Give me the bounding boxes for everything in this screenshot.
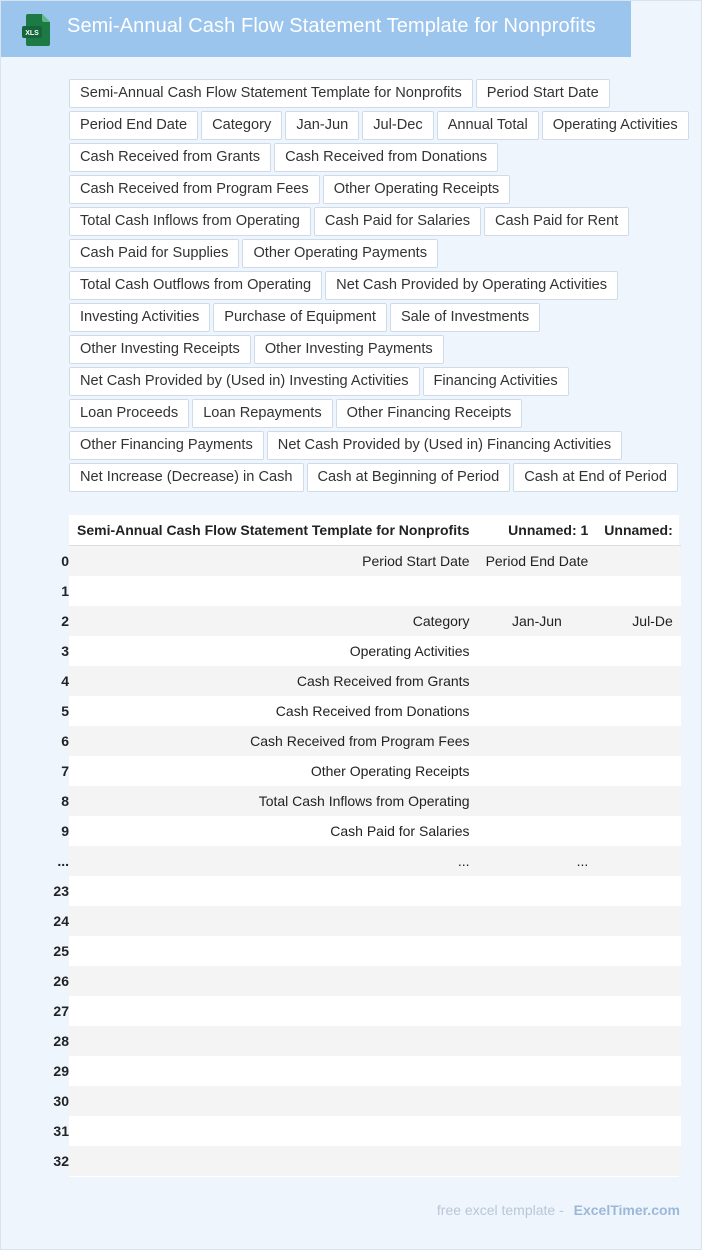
table-row — [69, 1056, 681, 1086]
table-cell[interactable] — [69, 1056, 478, 1086]
column-header[interactable]: Unnamed: 1 — [478, 515, 597, 546]
row-index: 25 — [53, 943, 69, 959]
table-cell[interactable] — [596, 936, 680, 966]
row-index: 24 — [53, 913, 69, 929]
tag-chip[interactable]: Period End Date — [69, 111, 198, 140]
table-cell[interactable] — [596, 846, 680, 876]
table-cell[interactable]: Cash Received from Grants — [296, 673, 470, 689]
table-cell[interactable] — [596, 966, 680, 996]
table-cell[interactable] — [478, 1026, 597, 1056]
table-cell[interactable] — [69, 1146, 478, 1176]
table-cell[interactable] — [69, 1026, 478, 1056]
xls-file-icon — [22, 14, 50, 46]
tag-chip[interactable]: Other Operating Receipts — [323, 175, 510, 204]
table-cell[interactable] — [478, 1146, 597, 1176]
tag-chip[interactable]: Financing Activities — [423, 367, 569, 396]
table-cell[interactable]: Operating Activities — [349, 643, 470, 659]
row-index: 0 — [61, 553, 69, 569]
table-cell[interactable] — [596, 876, 680, 906]
table-cell[interactable]: Jul-De — [632, 613, 673, 629]
column-header[interactable]: Unnamed: — [596, 515, 680, 546]
tag-chip[interactable]: Sale of Investments — [390, 303, 540, 332]
tag-chip[interactable]: Loan Repayments — [192, 399, 332, 428]
row-index: ... — [57, 853, 69, 869]
table-cell[interactable] — [478, 786, 597, 816]
row-index: 6 — [61, 733, 69, 749]
tag-chip[interactable]: Cash Paid for Supplies — [69, 239, 239, 268]
table-cell[interactable] — [596, 1026, 680, 1056]
tag-chip[interactable]: Investing Activities — [69, 303, 210, 332]
tag-chip[interactable]: Net Cash Provided by (Used in) Financing Activities — [267, 431, 622, 460]
tag-chip[interactable]: Semi-Annual Cash Flow Statement Template for Nonprofits — [69, 79, 473, 108]
table-row — [69, 876, 681, 906]
tag-chip[interactable]: Jul-Dec — [362, 111, 433, 140]
table-row — [69, 906, 681, 936]
table-cell[interactable]: Period End Date — [485, 553, 589, 569]
table-cell[interactable] — [478, 966, 597, 996]
table-row — [69, 786, 681, 816]
tag-chip[interactable]: Other Financing Receipts — [336, 399, 523, 428]
table-row — [69, 936, 681, 966]
table-cell[interactable]: Period Start Date — [362, 553, 470, 569]
table-cell[interactable] — [596, 1146, 680, 1176]
table-row — [69, 1116, 681, 1146]
table-cell[interactable] — [596, 696, 680, 726]
table-cell[interactable] — [596, 906, 680, 936]
row-index: 23 — [53, 883, 69, 899]
table-cell[interactable]: Category — [412, 613, 470, 629]
tag-chip[interactable]: Other Operating Payments — [242, 239, 438, 268]
tag-chip[interactable]: Total Cash Inflows from Operating — [69, 207, 311, 236]
table-cell[interactable] — [596, 1116, 680, 1146]
row-index: 1 — [61, 583, 69, 599]
table-row — [69, 546, 681, 577]
tag-chip[interactable]: Net Cash Provided by (Used in) Investing Activities — [69, 367, 420, 396]
data-table — [53, 515, 681, 1176]
table-cell[interactable] — [596, 576, 680, 606]
table-row — [69, 966, 681, 996]
tag-chip[interactable]: Loan Proceeds — [69, 399, 189, 428]
table-cell[interactable] — [478, 696, 597, 726]
table-cell[interactable]: ... — [457, 853, 470, 869]
table-cell[interactable]: Cash Received from Program Fees — [250, 733, 470, 749]
table-cell[interactable] — [478, 876, 597, 906]
row-index: 28 — [53, 1033, 69, 1049]
tag-chip[interactable]: Other Investing Payments — [254, 335, 444, 364]
tag-chip[interactable]: Cash Received from Program Fees — [69, 175, 320, 204]
tag-chip[interactable]: Cash Received from Grants — [69, 143, 271, 172]
tag-chip[interactable]: Cash at End of Period — [513, 463, 678, 492]
table-cell[interactable] — [478, 576, 597, 606]
tag-chip[interactable]: Jan-Jun — [285, 111, 359, 140]
table-row — [69, 666, 681, 696]
xls-icon-label: XLS — [25, 30, 39, 37]
table-row — [69, 636, 681, 666]
table-row — [69, 1086, 681, 1116]
row-index: 30 — [53, 1093, 69, 1109]
table-row — [69, 996, 681, 1026]
table-cell[interactable] — [596, 636, 680, 666]
table-cell[interactable] — [478, 816, 597, 846]
table-cell[interactable]: ... — [576, 853, 589, 869]
table-cell[interactable] — [478, 936, 597, 966]
table-cell[interactable] — [69, 936, 478, 966]
table-cell[interactable] — [478, 756, 597, 786]
row-index: 5 — [61, 703, 69, 719]
table-cell[interactable] — [596, 786, 680, 816]
tag-chip[interactable]: Net Increase (Decrease) in Cash — [69, 463, 304, 492]
row-index: 32 — [53, 1153, 69, 1169]
table-cell[interactable] — [478, 666, 597, 696]
table-row — [69, 1146, 681, 1176]
table-cell[interactable] — [596, 1056, 680, 1086]
column-header[interactable]: Semi-Annual Cash Flow Statement Template for Nonprofits — [69, 515, 478, 546]
table-row — [69, 1026, 681, 1056]
table-cell[interactable]: Total Cash Inflows from Operating — [258, 793, 470, 809]
tag-chip[interactable]: Cash Paid for Salaries — [314, 207, 481, 236]
table-cell[interactable] — [69, 576, 478, 606]
row-index: 3 — [61, 643, 69, 659]
table-cell[interactable] — [478, 636, 597, 666]
tag-chip[interactable]: Total Cash Outflows from Operating — [69, 271, 322, 300]
tag-chip[interactable]: Annual Total — [437, 111, 539, 140]
tag-chip[interactable]: Cash Paid for Rent — [484, 207, 629, 236]
tag-chip[interactable]: Other Investing Receipts — [69, 335, 251, 364]
footer-text: free excel template - — [436, 1202, 564, 1218]
table-cell[interactable] — [478, 996, 597, 1026]
table-cell[interactable] — [596, 1086, 680, 1116]
table-cell[interactable] — [478, 726, 597, 756]
table-cell[interactable] — [596, 726, 680, 756]
tag-chip[interactable]: Cash Received from Donations — [274, 143, 498, 172]
table-cell[interactable] — [69, 1116, 478, 1146]
tag-chip[interactable]: Net Cash Provided by Operating Activities — [325, 271, 618, 300]
table-cell[interactable] — [478, 1116, 597, 1146]
tag-chip[interactable]: Purchase of Equipment — [213, 303, 387, 332]
table-row — [69, 756, 681, 786]
table-cell[interactable]: Other Operating Receipts — [310, 763, 470, 779]
table-cell[interactable] — [596, 816, 680, 846]
table-header-row — [69, 515, 681, 546]
table-cell[interactable] — [596, 666, 680, 696]
table-row — [69, 726, 681, 756]
row-index: 27 — [53, 1003, 69, 1019]
table-cell[interactable] — [596, 996, 680, 1026]
row-index: 9 — [61, 823, 69, 839]
tag-chip[interactable]: Category — [201, 111, 282, 140]
table-cell[interactable] — [69, 966, 478, 996]
table-body — [53, 546, 681, 1177]
table-row — [69, 696, 681, 726]
tag-chip[interactable]: Period Start Date — [476, 79, 610, 108]
footer — [437, 1202, 680, 1218]
table-cell[interactable] — [69, 906, 478, 936]
page-title: Semi-Annual Cash Flow Statement Template for Nonprofits — [67, 15, 596, 37]
tag-list — [69, 79, 689, 492]
table-cell[interactable] — [478, 1056, 597, 1086]
tag-chip[interactable]: Cash at Beginning of Period — [307, 463, 511, 492]
table-cell[interactable] — [69, 1086, 478, 1116]
table-cell[interactable] — [596, 756, 680, 786]
table-cell[interactable] — [596, 546, 680, 577]
row-index: 2 — [61, 613, 69, 629]
table-cell[interactable]: Cash Received from Donations — [275, 703, 470, 719]
row-index: 31 — [53, 1123, 69, 1139]
table-cell[interactable] — [69, 996, 478, 1026]
row-index: 8 — [61, 793, 69, 809]
table-cell[interactable]: Cash Paid for Salaries — [330, 823, 470, 839]
table-row — [69, 846, 681, 876]
table-cell[interactable] — [478, 1086, 597, 1116]
row-index: 4 — [61, 673, 69, 689]
row-index: 7 — [61, 763, 69, 779]
data-table-container[interactable] — [53, 515, 679, 1177]
tag-chip[interactable]: Operating Activities — [542, 111, 689, 140]
row-index: 26 — [53, 973, 69, 989]
footer-brand-link[interactable]: ExcelTimer.com — [573, 1202, 680, 1218]
table-cell[interactable]: Jan-Jun — [512, 613, 562, 629]
row-index: 29 — [53, 1063, 69, 1079]
table-row — [69, 816, 681, 846]
table-row — [69, 576, 681, 606]
table-cell[interactable] — [478, 906, 597, 936]
table-row — [69, 606, 681, 636]
table-cell[interactable] — [69, 876, 478, 906]
tag-chip[interactable]: Other Financing Payments — [69, 431, 264, 460]
page-header — [1, 1, 631, 57]
